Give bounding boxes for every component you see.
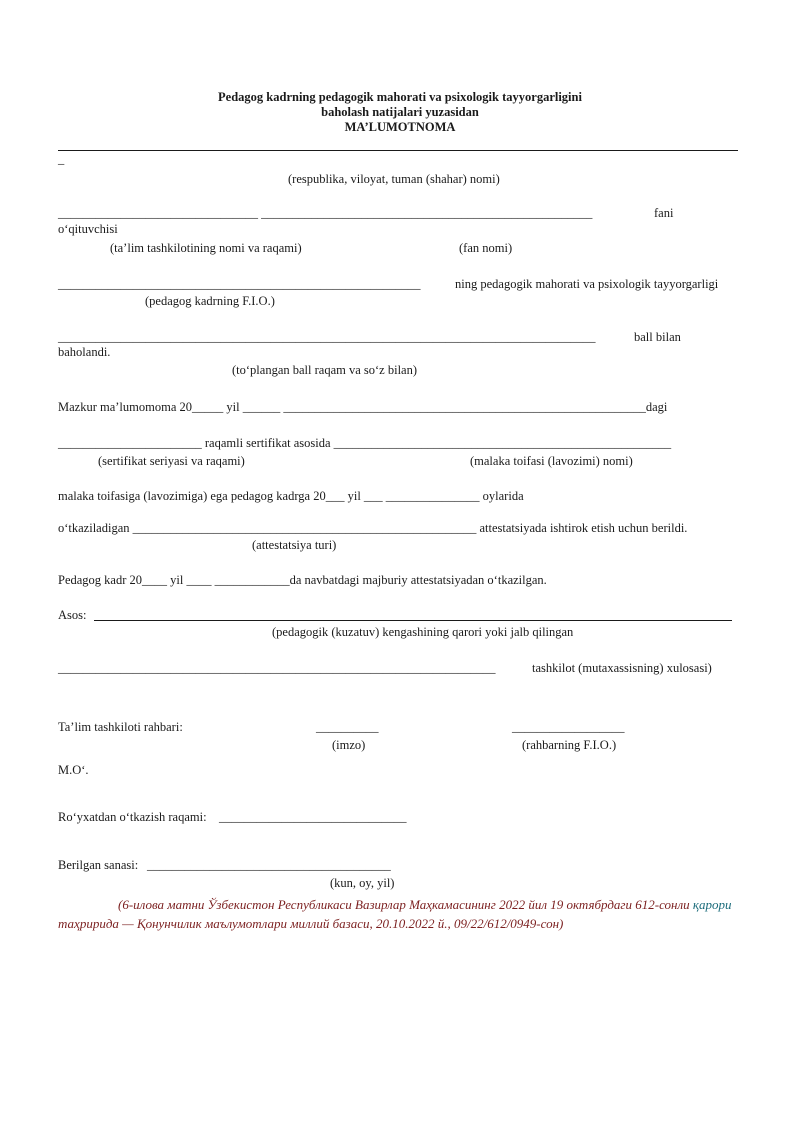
attestation-caption: (attestatsiya turi) xyxy=(252,538,337,552)
attestation-line: o‘tkaziladigan _______________________________________________________ attestatsiyada ishtirok etish uchun berildi. xyxy=(58,521,688,535)
basis-label: Asos: xyxy=(58,608,90,622)
skills-text: ning pedagogik mahorati va psixologik tayyorgarligi xyxy=(455,277,719,291)
evaluated-label: baholandi. xyxy=(58,345,111,359)
registration-blank: ______________________________ xyxy=(219,810,407,824)
institution-subject-blanks: ________________________________ _____________________________________________________ xyxy=(58,206,593,220)
stamp-place-label: M.O‘. xyxy=(58,763,89,777)
score-blank: ______________________________________________________________________________________ xyxy=(58,330,596,344)
issue-date-blank: _______________________________________ xyxy=(147,858,391,872)
resolution-link[interactable]: қарори xyxy=(692,897,732,912)
title-line-2: baholash natijalari yuzasidan xyxy=(321,105,479,119)
region-name-line xyxy=(58,150,738,151)
issue-date-label: Berilgan sanasi: xyxy=(58,858,142,872)
certificate-caption: (sertifikat seriyasi va raqami) xyxy=(98,454,245,468)
amendment-note-text: (6-илова матни Ўзбекистон Республикаси Вазирлар Маҳкамасининг 2022 йил 19 октябрдаги 612-сонли xyxy=(118,897,693,912)
category-caption: (malaka toifasi (lavozimi) nomi) xyxy=(470,454,633,468)
certificate-number-line: _______________________ raqamli sertifikat asosida ______________________________________________________ xyxy=(58,436,672,450)
score-caption: (to‘plangan ball raqam va so‘z bilan) xyxy=(232,363,417,377)
teacher-label: o‘qituvchisi xyxy=(58,222,118,236)
institution-caption: (ta’lim tashkilotining nomi va raqami) xyxy=(110,241,302,255)
subject-caption: (fan nomi) xyxy=(459,241,513,255)
page-title: MA’LUMOTNOMA xyxy=(344,120,456,134)
basis-caption: (pedagogik (kuzatuv) kengashining qarori yoki jalb qilingan xyxy=(272,625,574,639)
teacher-name-caption: (pedagog kadrning F.I.O.) xyxy=(145,294,275,308)
conclusion-text: tashkilot (mutaxassisning) xulosasi) xyxy=(532,661,712,675)
amendment-note-source: таҳририда — Қонунчилик маълумотлари миллий базаси, 20.10.2022 й., 09/22/612/0949-сон) xyxy=(58,916,564,931)
registration-label: Ro‘yxatdan o‘tkazish raqami: xyxy=(58,810,210,824)
teacher-name-blank: __________________________________________________________ xyxy=(58,277,421,291)
region-dash: _ xyxy=(58,152,65,166)
previous-attestation-line: Pedagog kadr 20____ yil ____ ____________da navbatdagi majburiy attestatsiyadan o‘tkazilgan. xyxy=(58,573,547,587)
score-suffix: ball bilan xyxy=(634,330,681,344)
head-name-caption: (rahbarning F.I.O.) xyxy=(522,738,617,752)
region-caption: (respublika, viloyat, tuman (shahar) nomi) xyxy=(288,172,500,186)
signature-blank: __________ xyxy=(316,720,379,734)
subject-suffix: fani xyxy=(654,206,674,220)
certificate-date-line: Mazkur ma’lumomoma 20_____ yil ______ __________________________________________________________dagi xyxy=(58,400,668,414)
basis-blank xyxy=(94,620,732,621)
issue-date-caption: (kun, oy, yil) xyxy=(330,876,395,890)
conclusion-blank: ______________________________________________________________________ xyxy=(58,661,496,675)
qualification-line: malaka toifasiga (lavozimiga) ega pedagog kadrga 20___ yil ___ _______________ oylarida xyxy=(58,489,524,503)
head-name-blank: __________________ xyxy=(512,720,625,734)
signature-caption: (imzo) xyxy=(332,738,366,752)
title-line-1: Pedagog kadrning pedagogik mahorati va psixologik tayyorgarligini xyxy=(218,90,582,104)
amendment-note xyxy=(58,895,748,933)
head-signature-label: Ta’lim tashkiloti rahbari: xyxy=(58,720,183,734)
